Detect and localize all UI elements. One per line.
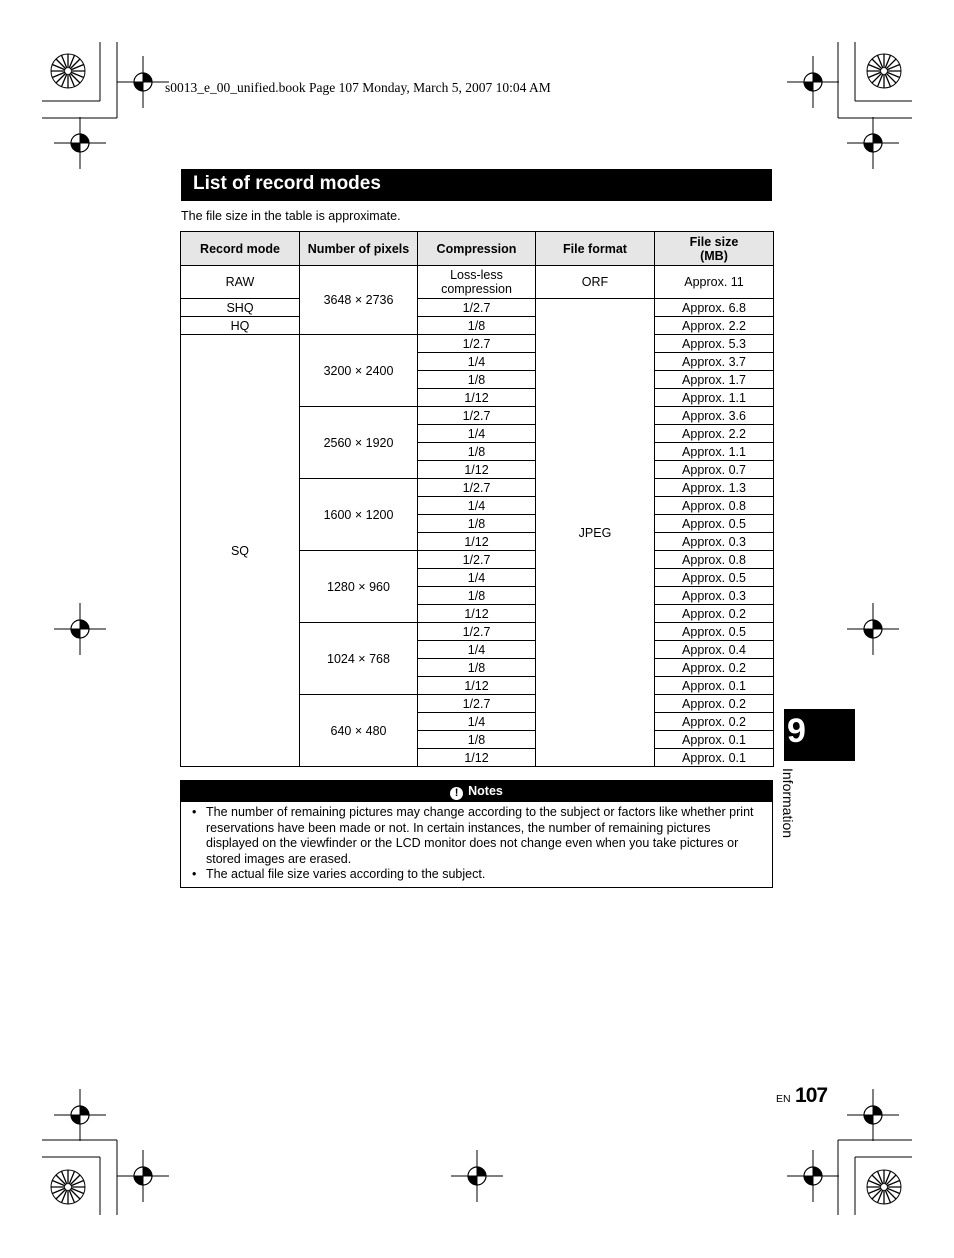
- cell-file-size: Approx. 0.5: [655, 515, 774, 533]
- table-row: [181, 266, 774, 299]
- header-number-of-pixels: Number of pixels: [300, 232, 418, 266]
- cell-compression: 1/2.7: [418, 407, 536, 425]
- cell-compression: 1/2.7: [418, 479, 536, 497]
- cell-file-size: Approx. 3.7: [655, 353, 774, 371]
- notes-heading: Notes: [468, 784, 503, 798]
- cell-compression: 1/4: [418, 569, 536, 587]
- bullet-icon: •: [192, 805, 197, 819]
- bullet-icon: •: [192, 867, 197, 881]
- cell-pixels: 1024 × 768: [300, 623, 418, 695]
- cell-compression-text: Loss-less compression: [441, 268, 512, 296]
- header-file-size-label: File size (MB): [689, 234, 739, 263]
- cell-file-size: Approx. 1.3: [655, 479, 774, 497]
- cell-file-size: Approx. 2.2: [655, 317, 774, 335]
- cell-file-size: Approx. 0.5: [655, 569, 774, 587]
- cell-compression: 1/8: [418, 371, 536, 389]
- page-number: 107: [795, 1084, 828, 1107]
- cell-file-size: Approx. 5.3: [655, 335, 774, 353]
- cell-file-size: Approx. 0.2: [655, 605, 774, 623]
- cell-compression: 1/2.7: [418, 335, 536, 353]
- note-text: The actual file size varies according to the subject.: [206, 867, 486, 881]
- table-row: [181, 299, 774, 317]
- cell-file-format: ORF: [536, 266, 655, 299]
- cell-compression: 1/8: [418, 515, 536, 533]
- chapter-number: 9: [787, 712, 806, 750]
- cell-compression: 1/12: [418, 533, 536, 551]
- cell-file-size: Approx. 0.1: [655, 677, 774, 695]
- warning-icon: !: [450, 787, 463, 800]
- table-row: [181, 317, 774, 335]
- section-title-bar: [181, 169, 772, 201]
- cell-compression: 1/8: [418, 443, 536, 461]
- cell-file-size: Approx. 0.2: [655, 695, 774, 713]
- cell-compression: 1/4: [418, 425, 536, 443]
- chapter-tab: [784, 709, 855, 761]
- cell-pixels: 640 × 480: [300, 695, 418, 767]
- cell-compression: 1/4: [418, 497, 536, 515]
- cell-pixels: 1600 × 1200: [300, 479, 418, 551]
- section-label: Information: [780, 768, 796, 839]
- cell-compression: 1/12: [418, 749, 536, 767]
- cell-file-size: Approx. 2.2: [655, 425, 774, 443]
- cell-compression: 1/4: [418, 713, 536, 731]
- record-modes-table: [180, 231, 774, 767]
- notes-list: [192, 805, 762, 883]
- cell-record-mode: SHQ: [181, 299, 300, 317]
- cell-file-size: Approx. 0.1: [655, 749, 774, 767]
- cell-file-size: Approx. 1.1: [655, 443, 774, 461]
- cell-compression: 1/4: [418, 641, 536, 659]
- cell-compression: 1/12: [418, 605, 536, 623]
- print-header: s0013_e_00_unified.book Page 107 Monday, March 5, 2007 10:04 AM: [165, 80, 551, 95]
- cell-compression: 1/2.7: [418, 623, 536, 641]
- header-file-format: File format: [536, 232, 655, 266]
- cell-pixels: 1280 × 960: [300, 551, 418, 623]
- intro-text: The file size in the table is approximate.: [181, 209, 401, 223]
- cell-compression: [418, 266, 536, 299]
- cell-record-mode: RAW: [181, 266, 300, 299]
- header-file-size: [655, 232, 774, 266]
- cell-compression: 1/12: [418, 677, 536, 695]
- note-text: The number of remaining pictures may change according to the subject or factors like whether print reservations have been made or not. In certain instances, the number of remaining pictures displayed on the viewfinder or the LCD monitor does not change even when you take pictures or stored images are erased.: [206, 805, 754, 866]
- cell-compression: 1/8: [418, 587, 536, 605]
- header-record-mode: Record mode: [181, 232, 300, 266]
- cell-record-mode: HQ: [181, 317, 300, 335]
- cell-compression: 1/12: [418, 461, 536, 479]
- cell-compression: 1/2.7: [418, 695, 536, 713]
- cell-file-size: Approx. 11: [655, 266, 774, 299]
- cell-record-mode: SQ: [181, 335, 300, 767]
- cell-file-format: JPEG: [536, 299, 655, 767]
- cell-compression: 1/8: [418, 731, 536, 749]
- cell-file-size: Approx. 0.8: [655, 551, 774, 569]
- cell-file-size: Approx. 0.2: [655, 659, 774, 677]
- header-compression: Compression: [418, 232, 536, 266]
- cell-file-size: Approx. 0.8: [655, 497, 774, 515]
- cell-compression: 1/2.7: [418, 299, 536, 317]
- cell-file-size: Approx. 1.7: [655, 371, 774, 389]
- cell-compression: 1/8: [418, 317, 536, 335]
- cell-file-size: Approx. 0.4: [655, 641, 774, 659]
- cell-file-size: Approx. 3.6: [655, 407, 774, 425]
- cell-pixels: 2560 × 1920: [300, 407, 418, 479]
- cell-compression: 1/4: [418, 353, 536, 371]
- cell-file-size: Approx. 0.3: [655, 533, 774, 551]
- cell-file-size: Approx. 0.5: [655, 623, 774, 641]
- cell-file-size: Approx. 0.2: [655, 713, 774, 731]
- cell-file-size: Approx. 0.1: [655, 731, 774, 749]
- table-row: [181, 335, 774, 353]
- note-item: [192, 867, 762, 883]
- page-title: List of record modes: [193, 173, 381, 194]
- notes-header: [181, 781, 772, 802]
- note-item: [192, 805, 762, 867]
- cell-pixels: 3648 × 2736: [300, 266, 418, 335]
- cell-compression: 1/2.7: [418, 551, 536, 569]
- cell-compression: 1/8: [418, 659, 536, 677]
- cell-pixels: 3200 × 2400: [300, 335, 418, 407]
- cell-file-size: Approx. 6.8: [655, 299, 774, 317]
- language-code: EN: [776, 1093, 791, 1105]
- cell-file-size: Approx. 0.3: [655, 587, 774, 605]
- page-footer: [776, 1084, 827, 1108]
- notes-box: [180, 780, 773, 888]
- cell-file-size: Approx. 0.7: [655, 461, 774, 479]
- cell-compression: 1/12: [418, 389, 536, 407]
- cell-file-size: Approx. 1.1: [655, 389, 774, 407]
